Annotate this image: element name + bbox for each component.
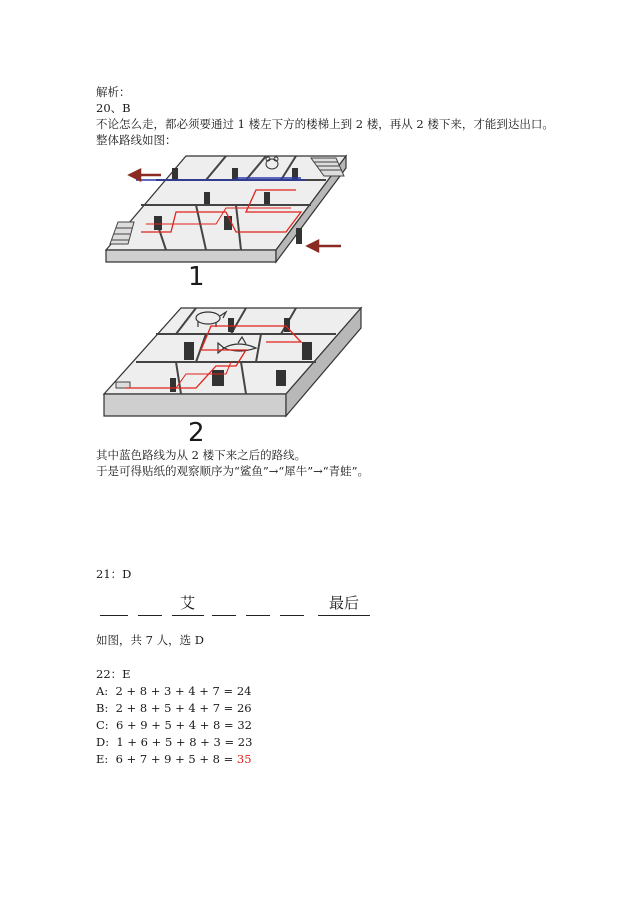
option-result: 24	[236, 684, 252, 698]
door	[264, 192, 270, 204]
option-result: 32	[237, 718, 252, 732]
sequence-label-last: 最后	[329, 594, 360, 612]
q20-conclusion: 于是可得贴纸的观察顺序为“鲨鱼”→“犀牛”→“青蛙”。	[96, 464, 370, 478]
sequence-blank	[172, 615, 204, 616]
q21-sequence-diagram	[100, 592, 380, 622]
q20-blue-route-note: 其中蓝色路线为从 2 楼下来之后的路线。	[96, 448, 307, 462]
sequence-label-ai: 艾	[180, 594, 196, 612]
sequence-blank	[280, 615, 304, 616]
door	[212, 370, 224, 386]
floor-slab	[106, 156, 346, 250]
door	[296, 228, 302, 244]
q21-answer: 21：D	[96, 567, 132, 581]
option-expression: 2 + 8 + 3 + 4 + 7 =	[115, 684, 237, 698]
door	[184, 342, 194, 360]
door	[154, 216, 162, 230]
option-result-highlight: 35	[236, 752, 252, 766]
option-label: E:	[96, 752, 109, 766]
floor-front-face	[106, 250, 276, 262]
door	[228, 318, 234, 332]
option-label: D:	[96, 735, 110, 749]
q22-option-d	[96, 734, 252, 750]
stairs-icon	[116, 382, 130, 388]
door	[204, 192, 210, 204]
exit-arrow-icon	[130, 170, 161, 180]
sequence-blank	[318, 615, 370, 616]
option-expression: 6 + 9 + 5 + 4 + 8 =	[116, 718, 238, 732]
option-result: 23	[237, 735, 253, 749]
q22-option-b	[96, 700, 252, 716]
floor-front-face	[104, 394, 286, 416]
figure-1-label: 1	[188, 262, 205, 292]
maze-floor-2-figure	[96, 304, 366, 422]
q22-option-c	[96, 717, 252, 733]
sequence-blank	[138, 615, 162, 616]
door	[170, 378, 176, 392]
option-result: 26	[236, 701, 252, 715]
door	[172, 168, 178, 180]
figure-2-label: 2	[188, 418, 205, 448]
option-expression: 1 + 6 + 5 + 8 + 3 =	[116, 735, 238, 749]
sequence-blank	[212, 615, 236, 616]
q22-option-e	[96, 751, 252, 767]
option-expression: 6 + 7 + 9 + 5 + 8 =	[115, 752, 237, 766]
sequence-blank	[100, 615, 128, 616]
option-label: C:	[96, 718, 109, 732]
q22-answer: 22：E	[96, 667, 131, 681]
option-label: A:	[96, 684, 109, 698]
entrance-arrow-icon	[308, 241, 341, 251]
door	[276, 370, 286, 386]
q22-option-a	[96, 683, 251, 699]
q21-note: 如图，共 7 人，选 D	[96, 633, 205, 647]
sequence-blank	[246, 615, 270, 616]
solution-heading: 解析：	[96, 85, 131, 99]
q20-explanation: 不论怎么走，都必须要通过 1 楼左下方的楼梯上到 2 楼，再从 2 楼下来，才能到达出口。	[96, 117, 554, 131]
door	[302, 342, 312, 360]
option-expression: 2 + 8 + 5 + 4 + 7 =	[115, 701, 237, 715]
maze-floor-1-figure	[96, 150, 366, 292]
q20-answer: 20、B	[96, 101, 131, 115]
option-label: B:	[96, 701, 109, 715]
q20-route-intro: 整体路线如图：	[96, 133, 177, 147]
